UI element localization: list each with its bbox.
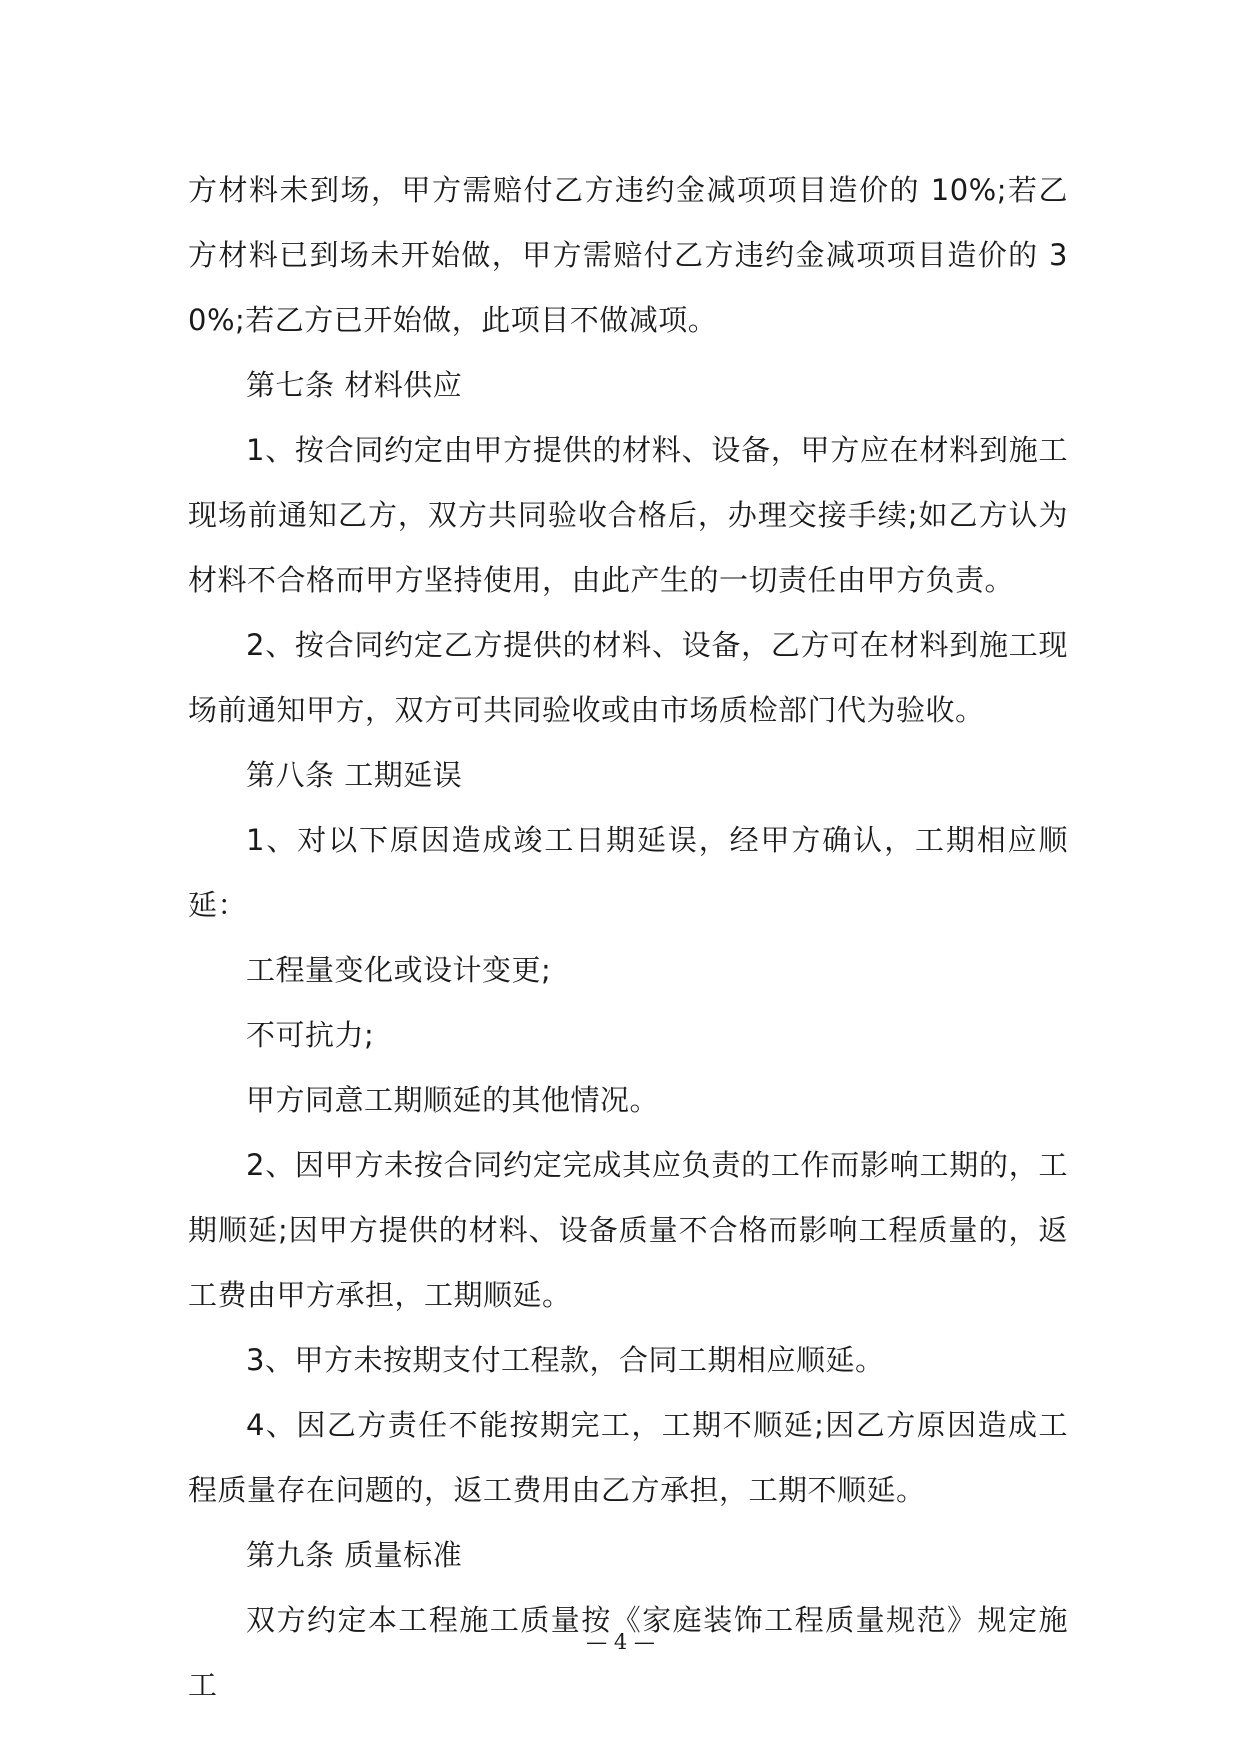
paragraph-article-7-item-2: 2、按合同约定乙方提供的材料、设备，乙方可在材料到施工现场前通知甲方，双方可共同验收或由市场质检部门代为验收。 [188,628,1068,727]
page-number: — 4 — [586,1630,655,1654]
paragraph-article-8-item-3: 3、甲方未按期支付工程款，合同工期相应顺延。 [246,1343,885,1377]
paragraph-continuation: 方材料未到场，甲方需赔付乙方违约金减项项目造价的 10%;若乙方材料已到场未开始做，甲方需赔付乙方违约金减项项目造价的 30%;若乙方已开始做，此项目不做减项。 [188,173,1068,337]
paragraph-article-8-sub-b: 不可抗力; [246,1018,375,1052]
paragraph-article-8-item-4: 4、因乙方责任不能按期完工，工期不顺延;因乙方原因造成工程质量存在问题的，返工费用由乙方承担，工期不顺延。 [188,1408,1068,1507]
paragraph-article-8-sub-a: 工程量变化或设计变更; [246,953,552,987]
paragraph-article-8-sub-c: 甲方同意工期顺延的其他情况。 [246,1083,660,1117]
paragraph-article-9-body: 双方约定本工程施工质量按《家庭装饰工程质量规范》规定施工 [188,1603,1068,1702]
paragraph-article-8-item-2: 2、因甲方未按合同约定完成其应负责的工作而影响工期的，工期顺延;因甲方提供的材料、设备质量不合格而影响工程质量的，返工费由甲方承担，工期顺延。 [188,1148,1068,1312]
section-heading-article-8: 第八条 工期延误 [246,758,463,792]
paragraph-article-7-item-1: 1、按合同约定由甲方提供的材料、设备，甲方应在材料到施工现场前通知乙方，双方共同验收合格后，办理交接手续;如乙方认为材料不合格而甲方坚持使用，由此产生的一切责任由甲方负责。 [188,433,1068,597]
section-heading-article-9: 第九条 质量标准 [246,1538,463,1572]
document-body [188,158,1068,1718]
section-heading-article-7: 第七条 材料供应 [246,368,463,402]
paragraph-article-8-item-1: 1、对以下原因造成竣工日期延误，经甲方确认，工期相应顺延： [188,823,1068,922]
